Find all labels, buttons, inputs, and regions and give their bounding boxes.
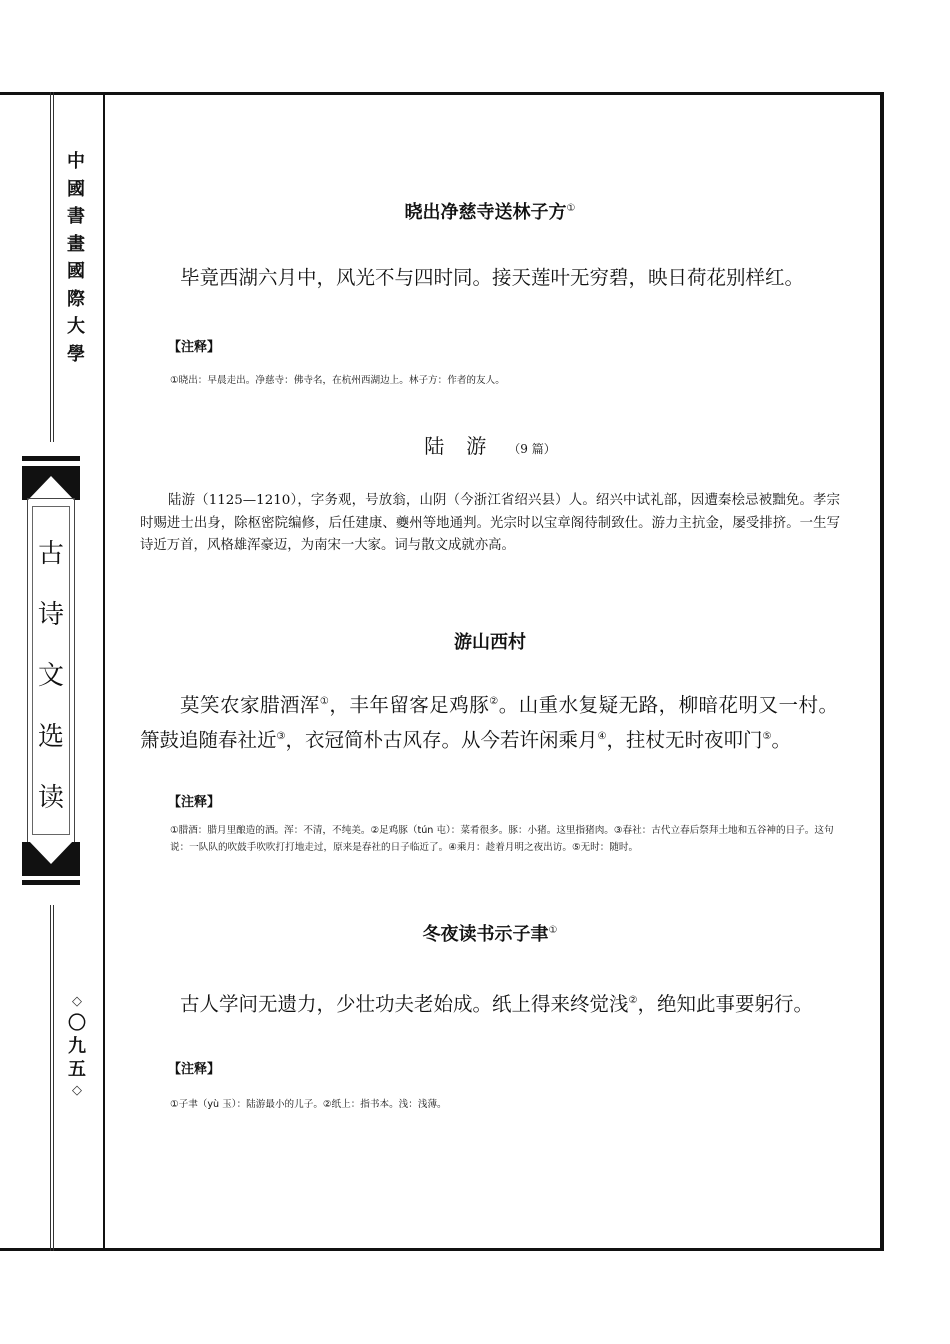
banner-bottom-bar [22, 880, 80, 885]
poem-text: ，拄杖无时夜叩门 [606, 728, 763, 751]
page-number-digit: 九 [68, 1036, 86, 1057]
footnote-mark: ② [489, 696, 499, 707]
banner-top-bar [22, 456, 80, 461]
page-frame-top-border [0, 92, 884, 95]
series-char: 畫 [67, 233, 85, 255]
series-char: 際 [67, 288, 85, 310]
diamond-icon: ◇ [72, 994, 82, 1009]
book-title-vertical [22, 534, 80, 839]
poem-body [140, 985, 838, 1020]
poem-text: ，衣冠简朴古风存。从今若许闲乘月 [285, 728, 598, 751]
series-char: 書 [67, 206, 85, 227]
book-title-char: 文 [37, 661, 64, 691]
book-title-char: 诗 [37, 600, 64, 630]
poem-title [140, 198, 840, 224]
series-char: 中 [67, 151, 85, 172]
author-name-char: 游 [466, 434, 487, 458]
footnote-mark: ① [548, 925, 558, 936]
book-title-char: 读 [37, 783, 64, 813]
footnote-mark: ③ [276, 730, 286, 742]
banner-top-notch-icon [22, 470, 80, 500]
series-char: 學 [67, 343, 85, 365]
poem-text: 莫笑农家腊酒浑 [180, 693, 320, 717]
notes-text: ①晓出：早晨走出。净慈寺：佛寺名，在杭州西湖边上。林子方：作者的友人。 [170, 375, 505, 386]
poem-text: 毕竟西湖六月中，风光不与四时同。接天莲叶无穷碧，映日荷花别样红。 [180, 266, 805, 289]
poem-title [140, 920, 840, 946]
poem-body [140, 686, 838, 755]
page-number-digit: 〇 [68, 1013, 86, 1034]
author-name-char: 陆 [424, 434, 445, 458]
notes-heading: 【注释】 [168, 340, 221, 355]
series-char: 大 [67, 316, 85, 337]
footnote-mark: ② [628, 995, 638, 1006]
footnote-mark: ① [566, 203, 576, 214]
poem-title-text: 游山西村 [454, 632, 526, 653]
poem-title [140, 628, 840, 654]
page-frame-bottom-border [0, 1248, 884, 1251]
footnote-mark: ① [319, 696, 330, 707]
poem-body [140, 262, 838, 293]
poem-title-text: 冬夜读书示子聿 [422, 924, 549, 945]
book-title-char: 古 [37, 539, 64, 569]
page-number-vertical [60, 992, 94, 1101]
series-char: 國 [67, 261, 85, 282]
footnote-mark: ④ [597, 730, 607, 742]
series-char: 國 [67, 178, 85, 200]
poem-title-text: 晓出净慈寺送林子方 [404, 202, 567, 223]
spine-line-left-top-2 [53, 92, 54, 442]
spine-line-left-top [50, 92, 51, 442]
series-title-vertical [64, 148, 88, 368]
notes-text: ①子聿（yù 玉）：陆游最小的儿子。②纸上：指书本。浅：浅薄。 [170, 1099, 447, 1110]
author-heading [140, 430, 840, 459]
book-title-char: 选 [37, 722, 64, 752]
page-frame-right-border [880, 92, 884, 1251]
notes-heading: 【注释】 [168, 795, 221, 810]
author-bio: 陆游（1125—1210），字务观，号放翁，山阴（今浙江省绍兴县）人。绍兴中试礼部，因遭秦桧忌被黜免。孝宗时赐进士出身，除枢密院编修，后任建康、夔州等地通判。光宗时以宝章阁待制致仕。游力主抗金，屡受排挤。一生写诗近万首，风格雄浑豪迈，为南宋一大家。词与散文成就亦高。 [140, 493, 840, 553]
page-number-digit: 五 [68, 1059, 86, 1080]
spine-line-left-bottom [50, 905, 51, 1251]
poem-text: 。山重水复疑无路，柳暗花明又一村。箫鼓追随春社近 [140, 693, 838, 751]
poem-count: （9 篇） [508, 442, 556, 456]
poem-text: ，丰年留客足鸡豚 [329, 693, 490, 717]
poem-text: 。 [771, 728, 791, 751]
notes-heading: 【注释】 [168, 1062, 221, 1077]
page-frame-inner-border [103, 92, 105, 1251]
notes-text: ①腊酒：腊月里酿造的酒。浑：不清，不纯美。②足鸡豚（tún 屯）：菜肴很多。豚：小猪。这里指猪肉。③春社：古代立春后祭拜土地和五谷神的日子。这句说：一队队的吹鼓手吹吹打打地走过，原来是春社的日子临近了。④乘月：趁着月明之夜出访。⑤无时：随时。 [170, 825, 834, 853]
diamond-icon: ◇ [72, 1083, 82, 1098]
footnote-mark: ⑤ [762, 730, 772, 742]
poem-text: 古人学问无遗力，少壮功夫老始成。纸上得来终觉浅 [180, 992, 629, 1016]
poem-text: ，绝知此事要躬行。 [637, 992, 813, 1016]
spine-line-left-bottom-2 [53, 905, 54, 1251]
banner-bottom-notch-icon [22, 840, 80, 870]
